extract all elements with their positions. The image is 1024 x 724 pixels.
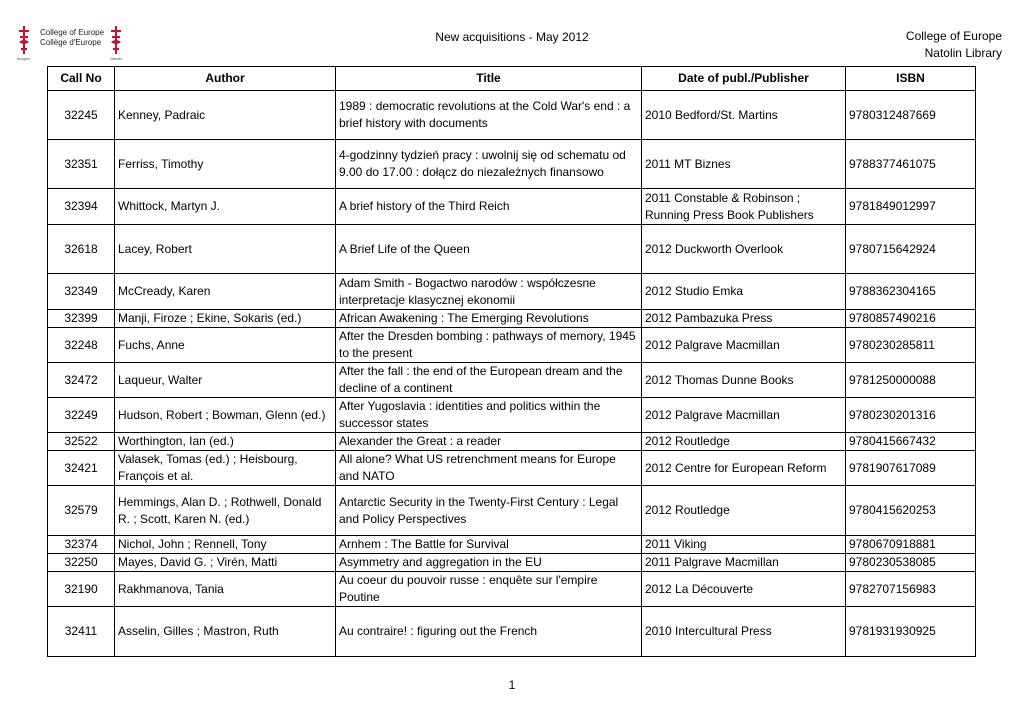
table-row xyxy=(48,91,976,140)
title-cell: Adam Smith - Bogactwo narodów : współczesne interpretacje klasycznej ekonomii xyxy=(336,274,642,310)
publisher-cell: 2010 Intercultural Press xyxy=(642,607,846,657)
call-no-cell: 32248 xyxy=(48,328,115,363)
call-no-cell: 32618 xyxy=(48,225,115,274)
title-cell: After Yugoslavia : identities and politics within the successor states xyxy=(336,398,642,433)
call-no-cell: 32249 xyxy=(48,398,115,433)
call-no-cell: 32394 xyxy=(48,189,115,225)
author-cell: Lacey, Robert xyxy=(115,225,336,274)
column-header-title: Title xyxy=(336,67,642,91)
table-row xyxy=(48,451,976,486)
isbn-cell: 9781907617089 xyxy=(846,451,976,486)
call-no-cell: 32411 xyxy=(48,607,115,657)
title-cell: Antarctic Security in the Twenty-First Century : Legal and Policy Perspectives xyxy=(336,486,642,536)
isbn-cell: 9780715642924 xyxy=(846,225,976,274)
publisher-cell: 2012 Routledge xyxy=(642,433,846,451)
title-cell: A brief history of the Third Reich xyxy=(336,189,642,225)
isbn-cell: 9780230201316 xyxy=(846,398,976,433)
table-row xyxy=(48,328,976,363)
publisher-cell: 2012 Routledge xyxy=(642,486,846,536)
publisher-cell: 2012 Centre for European Reform xyxy=(642,451,846,486)
publisher-cell: 2012 La Découverte xyxy=(642,572,846,607)
title-cell: Alexander the Great : a reader xyxy=(336,433,642,451)
author-cell: Laqueur, Walter xyxy=(115,363,336,398)
table-row xyxy=(48,140,976,189)
isbn-cell: 9781250000088 xyxy=(846,363,976,398)
isbn-cell: 9781849012997 xyxy=(846,189,976,225)
publisher-cell: 2012 Thomas Dunne Books xyxy=(642,363,846,398)
author-cell: Whittock, Martyn J. xyxy=(115,189,336,225)
publisher-cell: 2012 Palgrave Macmillan xyxy=(642,328,846,363)
author-cell: Asselin, Gilles ; Mastron, Ruth xyxy=(115,607,336,657)
table-row xyxy=(48,433,976,451)
column-header-call-no: Call No xyxy=(48,67,115,91)
table-row xyxy=(48,536,976,554)
logo-text-line1: College of Europe xyxy=(40,28,105,37)
title-cell: Asymmetry and aggregation in the EU xyxy=(336,554,642,572)
isbn-cell: 9781931930925 xyxy=(846,607,976,657)
logo-text-line2: Collège d'Europe xyxy=(40,38,102,47)
title-cell: After the Dresden bombing : pathways of memory, 1945 to the present xyxy=(336,328,642,363)
title-cell: A Brief Life of the Queen xyxy=(336,225,642,274)
isbn-cell: 9780230285811 xyxy=(846,328,976,363)
table-row xyxy=(48,398,976,433)
title-cell: After the fall : the end of the European dream and the decline of a continent xyxy=(336,363,642,398)
column-header-publisher: Date of publ./Publisher xyxy=(642,67,846,91)
isbn-cell: 9782707156983 xyxy=(846,572,976,607)
publisher-cell: 2011 Viking xyxy=(642,536,846,554)
isbn-cell: 9780415667432 xyxy=(846,433,976,451)
table-row xyxy=(48,607,976,657)
publisher-cell: 2011 Palgrave Macmillan xyxy=(642,554,846,572)
call-no-cell: 32351 xyxy=(48,140,115,189)
table-row xyxy=(48,189,976,225)
column-header-isbn: ISBN xyxy=(846,67,976,91)
table-row xyxy=(48,554,976,572)
isbn-cell: 9788377461075 xyxy=(846,140,976,189)
isbn-cell: 9788362304165 xyxy=(846,274,976,310)
publisher-cell: 2012 Studio Emka xyxy=(642,274,846,310)
table-header-row xyxy=(48,67,976,91)
isbn-cell: 9780415620253 xyxy=(846,486,976,536)
call-no-cell: 32522 xyxy=(48,433,115,451)
call-no-cell: 32399 xyxy=(48,310,115,328)
author-cell: Hudson, Robert ; Bowman, Glenn (ed.) xyxy=(115,398,336,433)
title-cell: Arnhem : The Battle for Survival xyxy=(336,536,642,554)
org-name: College of Europe xyxy=(905,29,1002,43)
publisher-cell: 2012 Duckworth Overlook xyxy=(642,225,846,274)
call-no-cell: 32190 xyxy=(48,572,115,607)
author-cell: Worthington, Ian (ed.) xyxy=(115,433,336,451)
publisher-cell: 2010 Bedford/St. Martins xyxy=(642,91,846,140)
column-header-author: Author xyxy=(115,67,336,91)
author-cell: Nichol, John ; Rennell, Tony xyxy=(115,536,336,554)
page-number: 1 xyxy=(508,678,516,692)
publisher-cell: 2011 Constable & Robinson ; Running Press Book Publishers xyxy=(642,189,846,225)
table-row xyxy=(48,363,976,398)
author-cell: Valasek, Tomas (ed.) ; Heisbourg, François et al. xyxy=(115,451,336,486)
author-cell: Mayes, David G. ; Virén, Matti xyxy=(115,554,336,572)
call-no-cell: 32579 xyxy=(48,486,115,536)
table-row xyxy=(48,572,976,607)
document-title: New acquisitions - May 2012 xyxy=(435,30,589,44)
author-cell: Hemmings, Alan D. ; Rothwell, Donald R. ; Scott, Karen N. (ed.) xyxy=(115,486,336,536)
isbn-cell: 9780670918881 xyxy=(846,536,976,554)
isbn-cell: 9780857490216 xyxy=(846,310,976,328)
call-no-cell: 32472 xyxy=(48,363,115,398)
table-row xyxy=(48,310,976,328)
isbn-cell: 9780312487669 xyxy=(846,91,976,140)
author-cell: Fuchs, Anne xyxy=(115,328,336,363)
call-no-cell: 32245 xyxy=(48,91,115,140)
title-cell: 1989 : democratic revolutions at the Cold War's end : a brief history with documents xyxy=(336,91,642,140)
title-cell: Au contraire! : figuring out the French xyxy=(336,607,642,657)
table-row xyxy=(48,274,976,310)
call-no-cell: 32349 xyxy=(48,274,115,310)
isbn-cell: 9780230538085 xyxy=(846,554,976,572)
author-cell: Kenney, Padraic xyxy=(115,91,336,140)
call-no-cell: 32250 xyxy=(48,554,115,572)
title-cell: Au coeur du pouvoir russe : enquête sur l'empire Poutine xyxy=(336,572,642,607)
publisher-cell: 2012 Pambazuka Press xyxy=(642,310,846,328)
publisher-cell: 2012 Palgrave Macmillan xyxy=(642,398,846,433)
logo-caption-left: Bruges xyxy=(17,56,30,61)
logo-caption-right: Natolin xyxy=(110,56,123,61)
library-name: Natolin Library xyxy=(924,46,1002,60)
title-cell: All alone? What US retrenchment means for Europe and NATO xyxy=(336,451,642,486)
call-no-cell: 32421 xyxy=(48,451,115,486)
author-cell: Manji, Firoze ; Ekine, Sokaris (ed.) xyxy=(115,310,336,328)
author-cell: Ferriss, Timothy xyxy=(115,140,336,189)
table-row xyxy=(48,225,976,274)
author-cell: McCready, Karen xyxy=(115,274,336,310)
title-cell: African Awakening : The Emerging Revolutions xyxy=(336,310,642,328)
author-cell: Rakhmanova, Tania xyxy=(115,572,336,607)
organization-block xyxy=(906,28,1002,62)
call-no-cell: 32374 xyxy=(48,536,115,554)
publisher-cell: 2011 MT Biznes xyxy=(642,140,846,189)
table-row xyxy=(48,486,976,536)
title-cell: 4-godzinny tydzień pracy : uwolnij się od schematu od 9.00 do 17.00 : dołącz do niezależnych finansowo xyxy=(336,140,642,189)
acquisitions-table xyxy=(47,66,976,657)
